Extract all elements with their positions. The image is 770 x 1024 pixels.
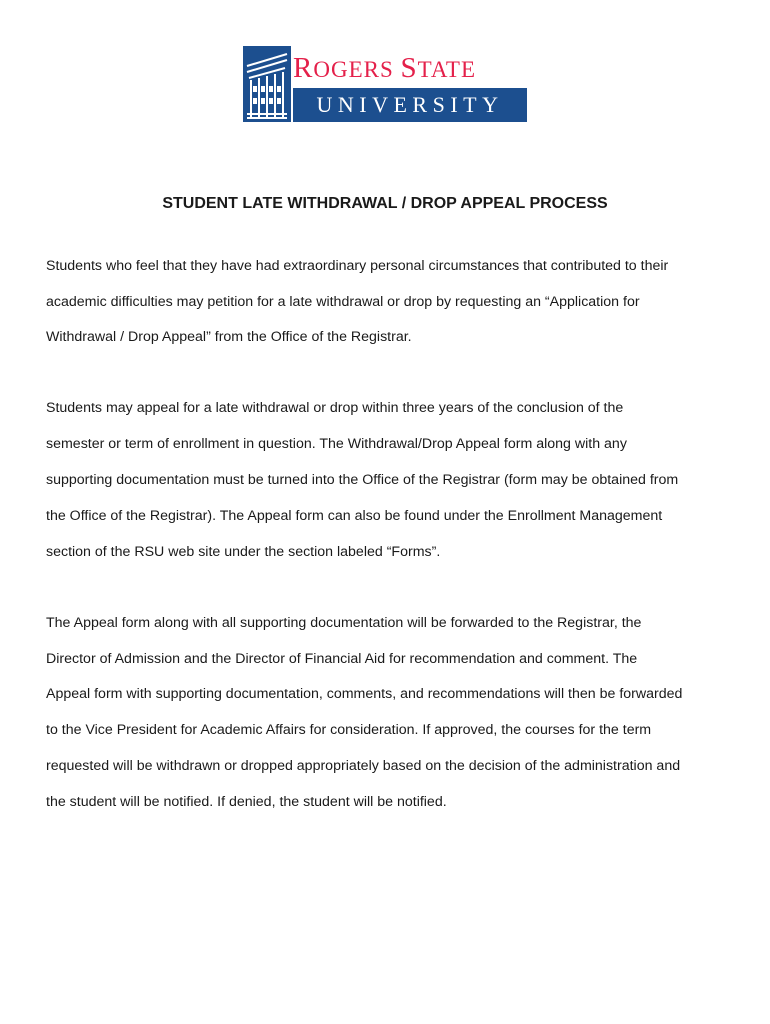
paragraph-3-line: to the Vice President for Academic Affairs for consideration. If approved, the courses for the term [46, 722, 652, 738]
paragraph-3-line: The Appeal form along with all supporting documentation will be forwarded to the Registrar, the [46, 615, 642, 631]
paragraph-3-line: requested will be withdrawn or dropped appropriately based on the decision of the administration and [46, 758, 681, 774]
paragraph-3-line: the student will be notified. If denied, the student will be notified. [46, 794, 447, 810]
building-columns-icon [243, 46, 291, 122]
logo-wordmark-university: UNIVERSITY [316, 92, 504, 117]
university-logo [243, 46, 527, 122]
paragraph-3-line: Director of Admission and the Director of Financial Aid for recommendation and comment. The [46, 651, 638, 667]
paragraph-1-line: academic difficulties may petition for a late withdrawal or drop by requesting an “Application for [46, 294, 640, 310]
logo-wordmark-rogers-state: ROGERS STATE [293, 52, 477, 84]
paragraph-2-line: supporting documentation must be turned into the Office of the Registrar (form may be obtained from [46, 472, 679, 488]
paragraph-2-line: the Office of the Registrar). The Appeal form can also be found under the Enrollment Management [46, 508, 663, 524]
paragraph-3-line: Appeal form with supporting documentation, comments, and recommendations will then be forwarded [46, 686, 683, 702]
paragraph-2-line: semester or term of enrollment in question. The Withdrawal/Drop Appeal form along with any [46, 436, 627, 452]
document-title: STUDENT LATE WITHDRAWAL / DROP APPEAL PROCESS [162, 195, 608, 212]
paragraph-1-line: Students who feel that they have had extraordinary personal circumstances that contributed to their [46, 258, 669, 274]
paragraph-2-line: section of the RSU web site under the section labeled “Forms”. [46, 544, 441, 560]
paragraph-1-line: Withdrawal / Drop Appeal” from the Office of the Registrar. [46, 329, 412, 345]
paragraph-2-line: Students may appeal for a late withdrawal or drop within three years of the conclusion of the [46, 400, 624, 416]
